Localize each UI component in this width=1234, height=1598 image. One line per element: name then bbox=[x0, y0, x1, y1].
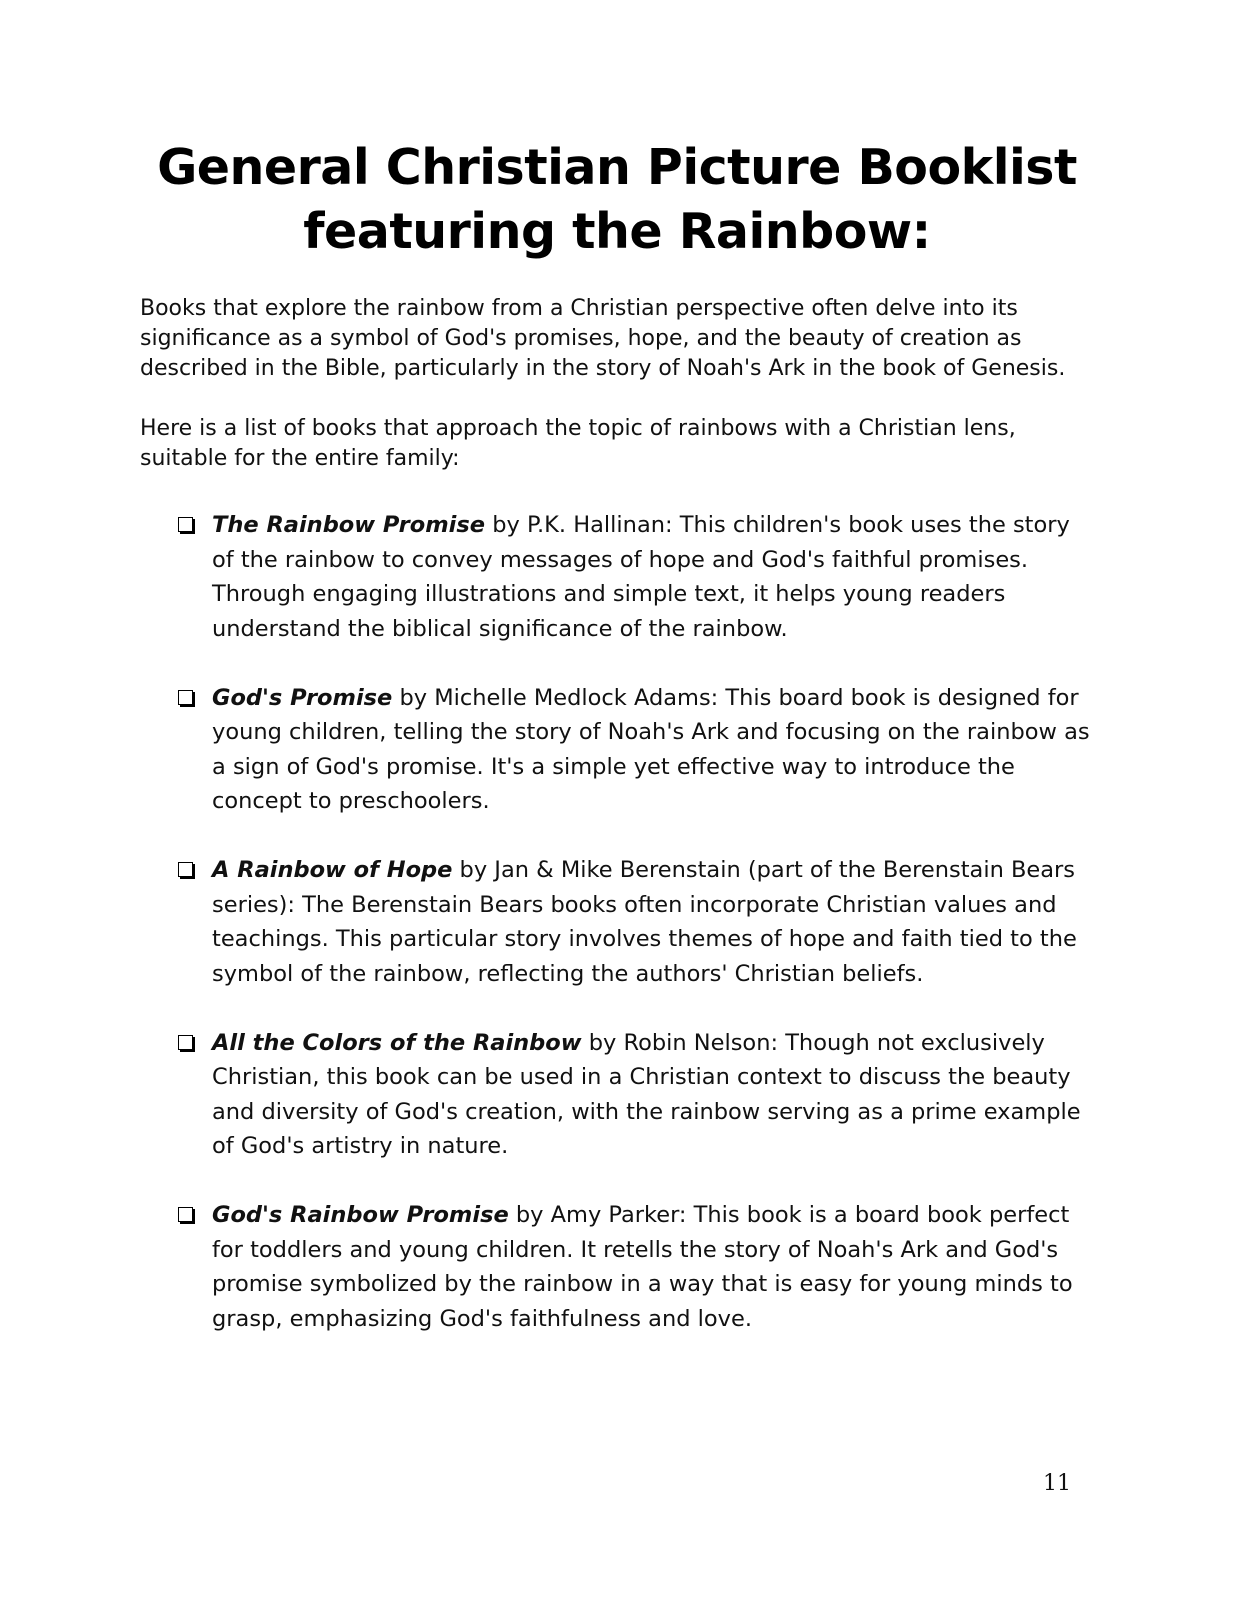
book-title: God's Rainbow Promise bbox=[212, 1202, 509, 1228]
book-description: by Robin Nelson: Though not exclusively Christian, this book can be used in a Christian context to discuss the beauty and diversity of God's creation, with the rainbow serving as a prime example of God's artistry in nature. bbox=[212, 1029, 1081, 1159]
book-title: A Rainbow of Hope bbox=[212, 857, 453, 883]
page-number: 11 bbox=[1043, 1471, 1071, 1496]
book-list bbox=[178, 508, 1098, 1371]
checkbox-bullet-icon bbox=[178, 517, 193, 532]
book-description: by Michelle Medlock Adams: This board book is designed for young children, telling the story of Noah's Ark and focusing on the rainbow as a sign of God's promise. It's a simple yet effective way to introduce the concept to preschoolers. bbox=[212, 684, 1090, 814]
list-item bbox=[178, 1026, 1098, 1164]
checkbox-bullet-icon bbox=[178, 1035, 193, 1050]
book-title: All the Colors of the Rainbow bbox=[212, 1029, 582, 1056]
book-description: by Jan & Mike Berenstain (part of the Berenstain Bears series): The Berenstain Bears books often incorporate Christian values and teachings. This particular story involves themes of hope and faith tied to the symbol of the rainbow, reflecting the authors' Christian beliefs. bbox=[212, 857, 1077, 987]
checkbox-bullet-icon bbox=[178, 1207, 193, 1222]
book-title: God's Promise bbox=[212, 684, 393, 711]
intro-paragraph-2: Here is a list of books that approach the topic of rainbows with a Christian lens, suitable for the entire family: bbox=[140, 416, 1016, 471]
title-line-1: General Christian Picture Booklist bbox=[157, 139, 1077, 196]
list-item bbox=[178, 853, 1098, 991]
title-line-2: featuring the Rainbow: bbox=[303, 203, 931, 260]
list-item bbox=[178, 508, 1098, 646]
book-title: The Rainbow Promise bbox=[212, 512, 486, 538]
list-item bbox=[178, 681, 1098, 819]
page-title bbox=[100, 136, 1134, 264]
intro-paragraph-1: Books that explore the rainbow from a Christian perspective often delve into its significance as a symbol of God's promises, hope, and the beauty of creation as described in the Bible, particularly in the story of Noah's Ark in the book of Genesis. bbox=[140, 296, 1066, 381]
checkbox-bullet-icon bbox=[178, 862, 193, 877]
list-item bbox=[178, 1198, 1098, 1336]
book-description: by Amy Parker: This book is a board book perfect for toddlers and young children. It retells the story of Noah's Ark and God's promise symbolized by the rainbow in a way that is easy for young minds to grasp, emphasizing God's faithfulness and love. bbox=[212, 1202, 1073, 1332]
checkbox-bullet-icon bbox=[178, 690, 193, 705]
book-description: by P.K. Hallinan: This children's book uses the story of the rainbow to convey messages of hope and God's faithful promises. Through engaging illustrations and simple text, it helps young readers understand the biblical significance of the rainbow. bbox=[212, 512, 1070, 642]
